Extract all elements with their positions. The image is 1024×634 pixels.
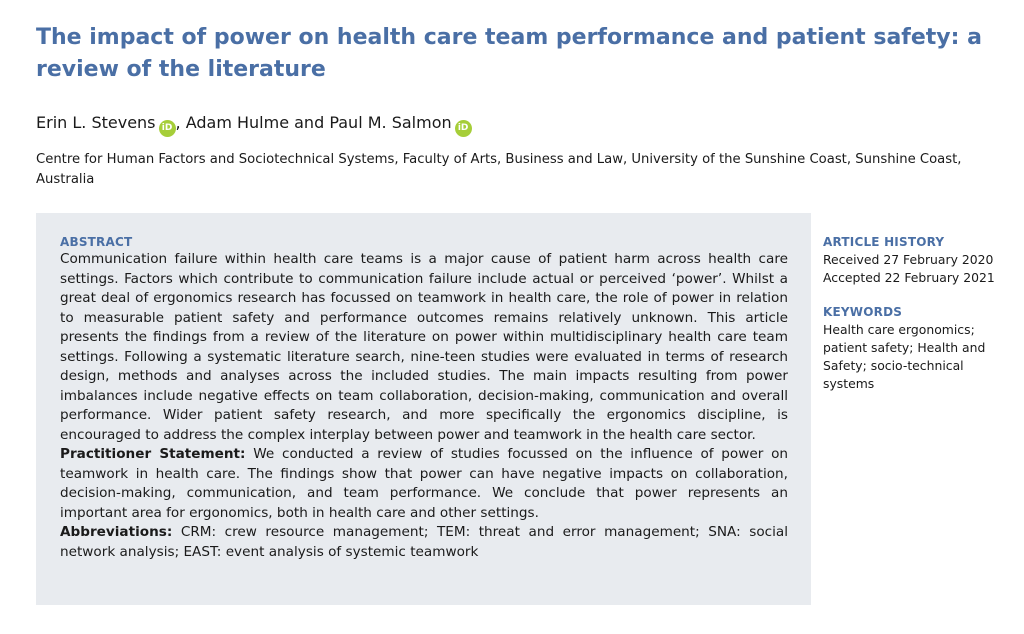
abstract-heading: ABSTRACT	[60, 235, 133, 249]
orcid-icon[interactable]: iD	[455, 120, 472, 137]
article-sidebar	[823, 234, 1013, 410]
abstract-content	[60, 234, 788, 562]
abbreviations	[60, 523, 788, 562]
practitioner-statement	[60, 445, 788, 523]
author-separator: ,	[175, 113, 186, 132]
practitioner-text: We conducted a review of studies focussed on the influence of power on teamwork in health care. The findings show that power can have negative impacts on collaboration, decision-making, communication, and team performance. We conclude that power represents an important area for ergonomics, both in health care and other settings.	[60, 446, 788, 521]
author-list	[36, 112, 472, 137]
accepted-date: Accepted 22 February 2021	[823, 270, 995, 285]
abstract-panel	[36, 213, 811, 605]
author-separator: and	[289, 113, 330, 132]
received-date: Received 27 February 2020	[823, 252, 994, 267]
author-name[interactable]: Adam Hulme	[185, 113, 290, 132]
keywords-heading: KEYWORDS	[823, 305, 903, 319]
keywords-list: Health care ergonomics; patient safety; Health and Safety; socio-technical systems	[823, 322, 986, 391]
abbreviations-label: Abbreviations:	[60, 524, 173, 540]
abbreviations-text: CRM: crew resource management; TEM: threat and error management; SNA: social network analysis; EAST: event analysis of systemic teamwork	[60, 524, 788, 560]
author-name[interactable]: Paul M. Salmon	[329, 113, 452, 132]
orcid-icon[interactable]: iD	[159, 120, 176, 137]
abstract-body: Communication failure within health care teams is a major cause of patient harm across health care settings. Factors which contribute to communication failure include actual or perceived ‘power’. Whilst a great deal of ergonomics research has focussed on teamwork in health care, the role of power in relation to measurable patient safety and performance outcomes remains relatively unknown. This article presents the findings from a review of the literature on power within multidisciplinary health care team settings. Following a systematic literature search, nine-teen studies were evaluated in terms of research design, methods and analyses across the included studies. The main impacts resulting from power imbalances include negative effects on team collaboration, decision-making, communication and overall performance. Wider patient safety research, and more specifically the ergonomics discipline, is encouraged to address the complex interplay between power and teamwork in the health care sector.	[60, 251, 788, 443]
article-history	[823, 234, 1013, 287]
author-affiliation: Centre for Human Factors and Sociotechnical Systems, Faculty of Arts, Business and Law, University of the Sunshine Coast, Sunshine Coast, Australia	[36, 152, 962, 187]
author-name[interactable]: Erin L. Stevens	[36, 113, 156, 132]
practitioner-label: Practitioner Statement:	[60, 446, 246, 462]
article-title: The impact of power on health care team performance and patient safety: a review of the literature	[36, 25, 982, 82]
history-heading: ARTICLE HISTORY	[823, 235, 945, 249]
keywords-block	[823, 304, 1013, 393]
